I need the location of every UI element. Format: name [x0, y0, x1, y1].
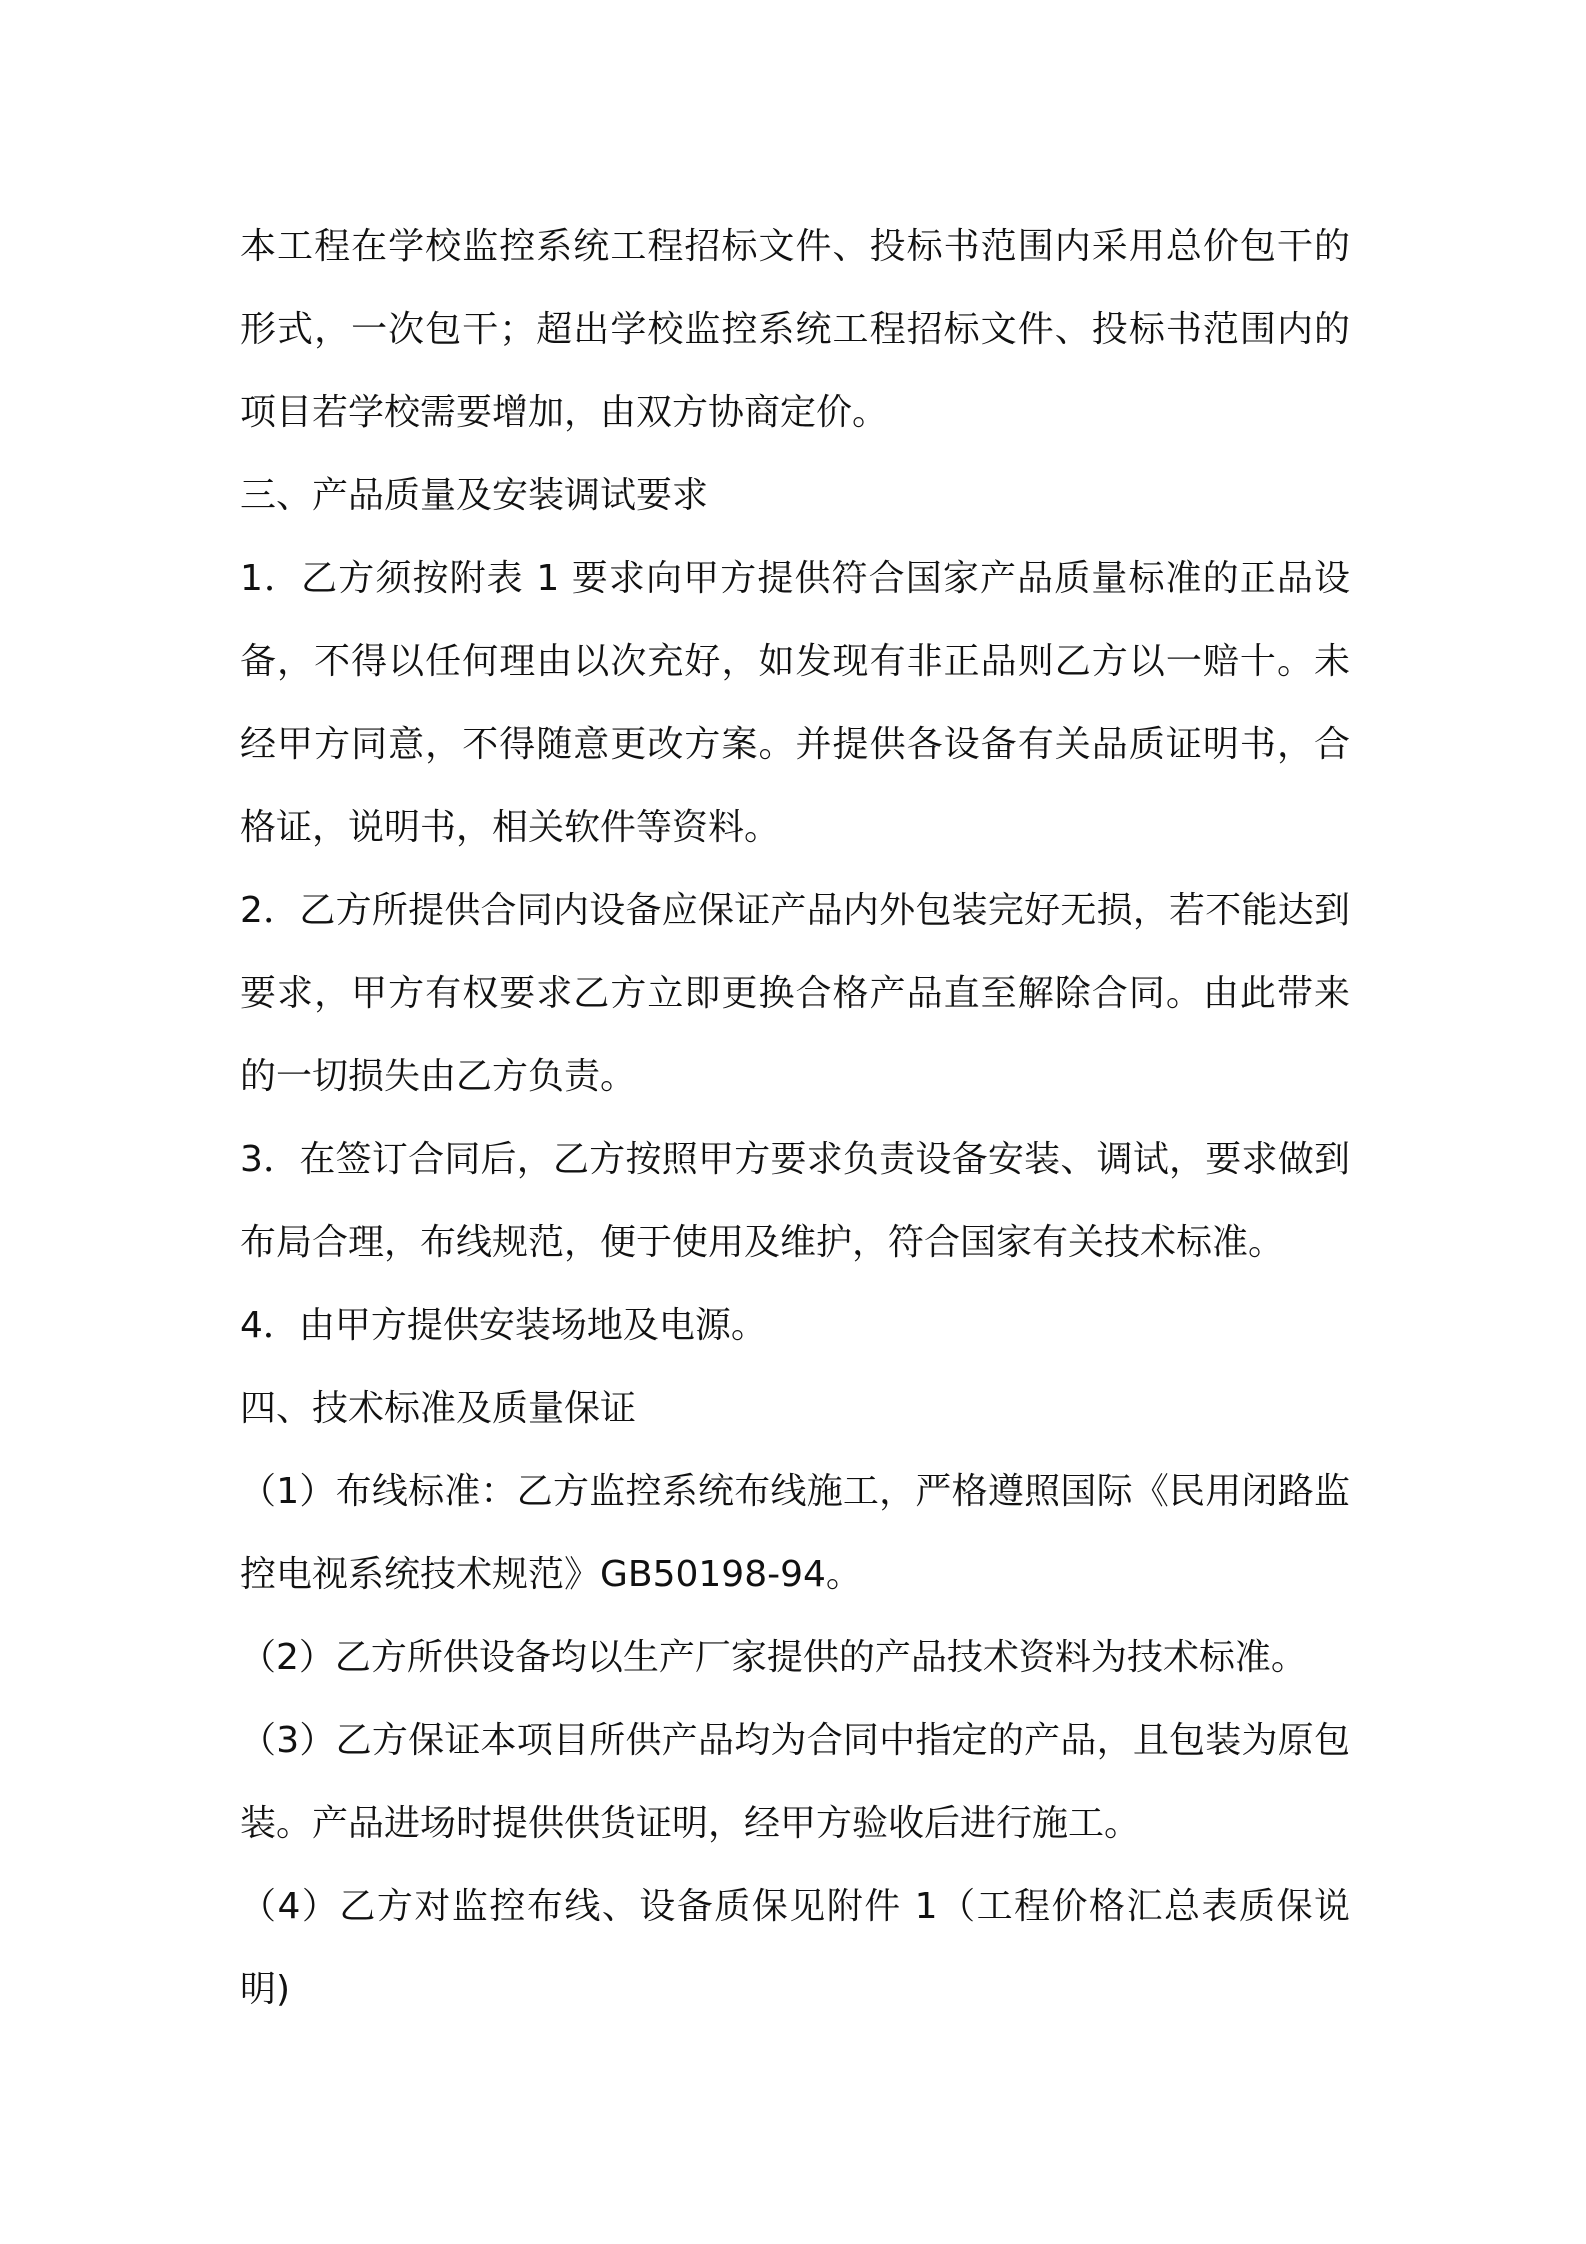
item-1-wiring-standard: （1）布线标准：乙方监控系统布线施工，严格遵照国际《民用闭路监控电视系统技术规范》GB50198-94。	[240, 1471, 1350, 1595]
clause-3-installation-debugging: 3．在签订合同后，乙方按照甲方要求负责设备安装、调试，要求做到布局合理，布线规范，便于使用及维护，符合国家有关技术标准。	[240, 1139, 1350, 1263]
clause-4-site-power: 4．由甲方提供安装场地及电源。	[240, 1305, 767, 1346]
paragraph-pricing-scope: 本工程在学校监控系统工程招标文件、投标书范围内采用总价包干的形式，一次包干；超出学校监控系统工程招标文件、投标书范围内的项目若学校需要增加，由双方协商定价。	[240, 226, 1350, 433]
section-heading-quality-installation: 三、产品质量及安装调试要求	[240, 475, 709, 516]
item-4-warranty-reference: （4）乙方对监控布线、设备质保见附件 1（工程价格汇总表质保说明)	[240, 1886, 1350, 2010]
item-2-manufacturer-standard: （2）乙方所供设备均以生产厂家提供的产品技术资料为技术标准。	[240, 1637, 1307, 1678]
item-3-original-packaging: （3）乙方保证本项目所供产品均为合同中指定的产品，且包装为原包装。产品进场时提供供货证明，经甲方验收后进行施工。	[240, 1720, 1350, 1844]
clause-2-packaging: 2．乙方所提供合同内设备应保证产品内外包装完好无损，若不能达到要求，甲方有权要求乙方立即更换合格产品直至解除合同。由此带来的一切损失由乙方负责。	[240, 890, 1350, 1097]
clause-1-genuine-equipment: 1．乙方须按附表 1 要求向甲方提供符合国家产品质量标准的正品设备，不得以任何理由以次充好，如发现有非正品则乙方以一赔十。未经甲方同意，不得随意更改方案。并提供各设备有关品质证明书，合格证，说明书，相关软件等资料。	[240, 558, 1350, 848]
document-body	[240, 205, 1350, 2031]
section-heading-technical-standards: 四、技术标准及质量保证	[240, 1388, 637, 1429]
